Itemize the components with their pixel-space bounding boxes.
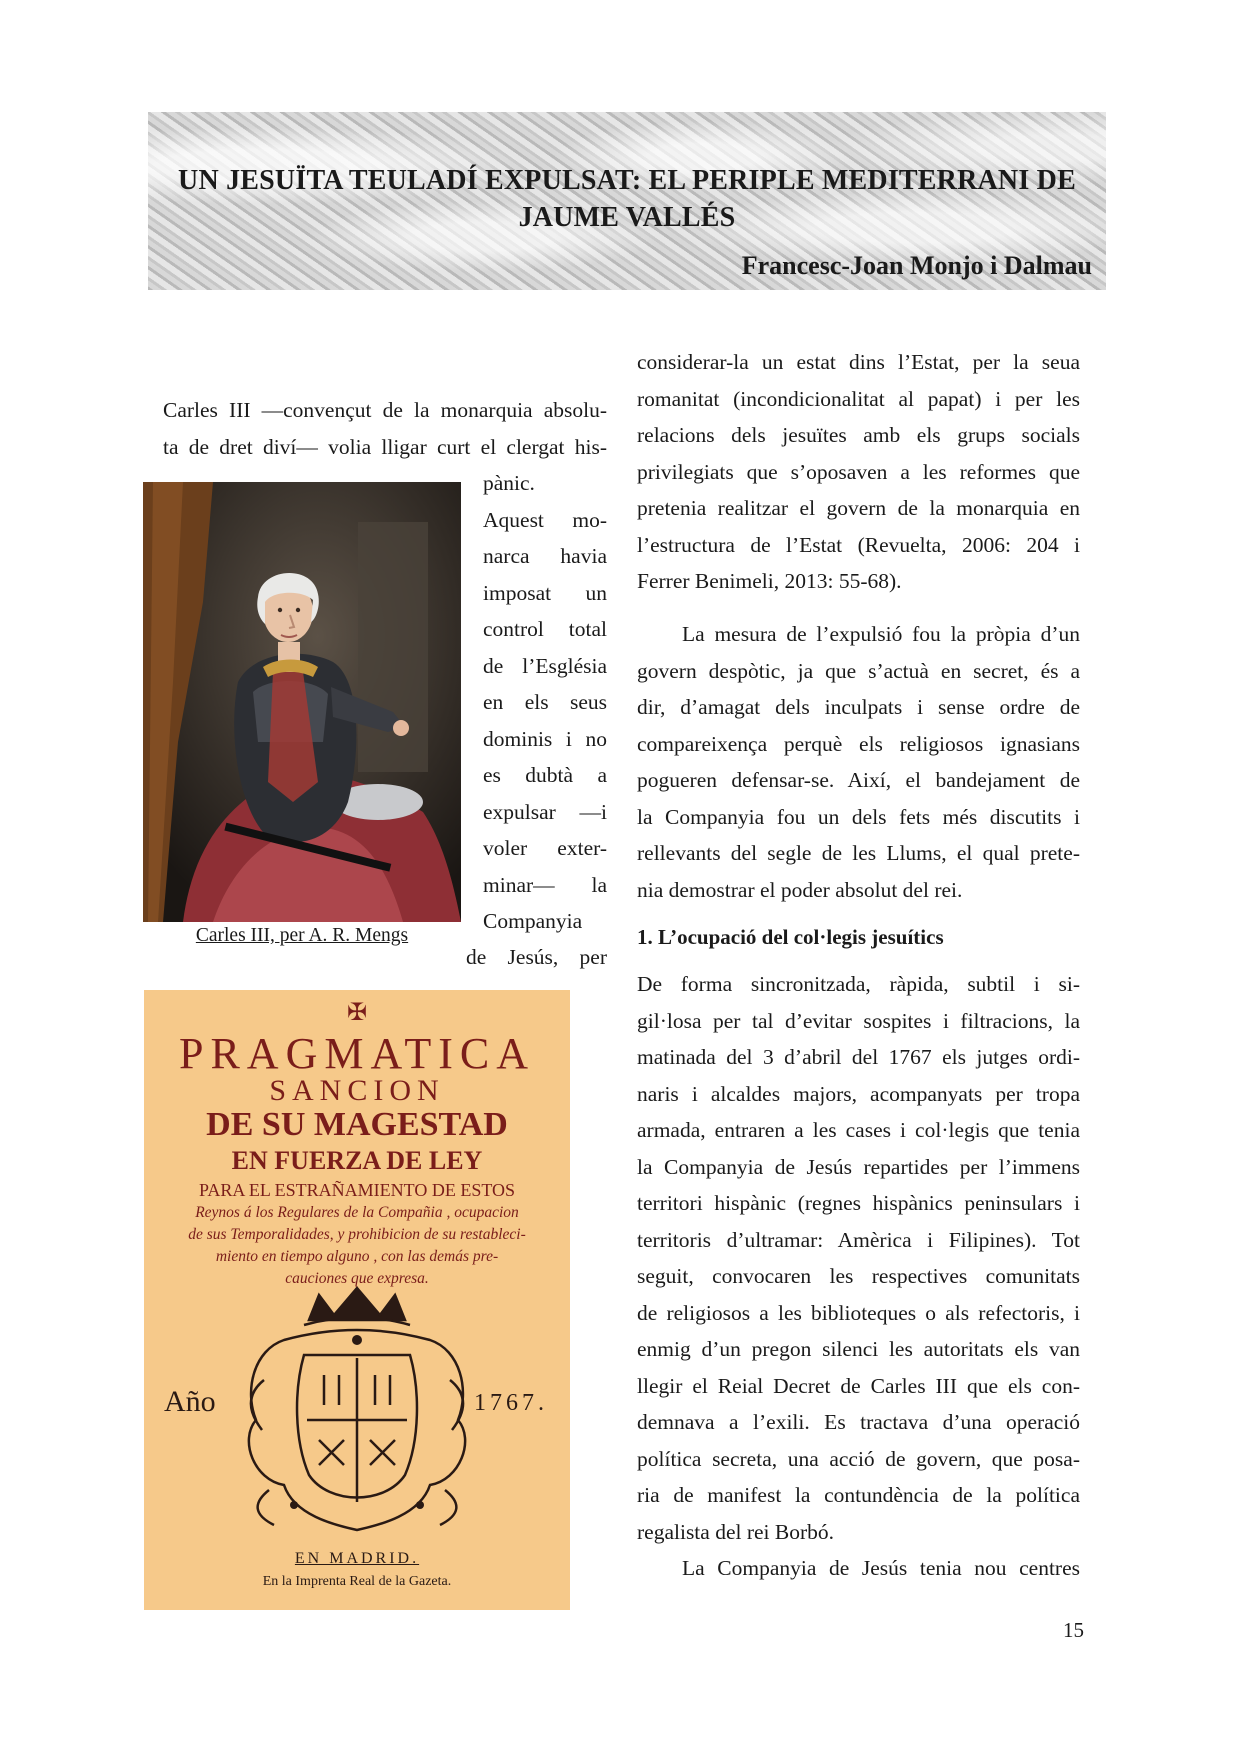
text-line: l’estructura de l’Estat (Revuelta, 2006: 204 i (637, 532, 1080, 557)
text-line: imposat un (483, 580, 607, 605)
text-line: ta de dret diví— volia lligar curt el clergat his- (163, 434, 607, 459)
title-banner (148, 112, 1106, 290)
text-line: Ferrer Benimeli, 2013: 55-68). (637, 569, 902, 593)
text-line: de Jesús, per (466, 945, 607, 969)
portrait-illustration (143, 482, 461, 922)
text-line: seguit, convocaren les respectives comunitats (637, 1264, 1080, 1288)
text-line: enmig d’un pregon silenci les autoritats els van (637, 1337, 1080, 1361)
text-line: de l’Església (483, 653, 607, 678)
text-line: minar— la (483, 872, 607, 897)
right-paragraph-2 (637, 616, 1080, 908)
text-line: control total (483, 617, 607, 641)
text-line: romanitat (incondicionalitat al papat) i per les (637, 386, 1080, 411)
text-line: compareixença perquè els religiosos ignasians (637, 731, 1080, 756)
page-number: 15 (1063, 1618, 1084, 1642)
left-wrap-text (483, 465, 607, 940)
text-line: Carles III —convençut de la monarquia absolu- (163, 398, 607, 422)
pragmatica-line: de sus Temporalidades, y prohibicion de su restableci- (188, 1226, 526, 1243)
pragmatica-sancion-image (144, 990, 570, 1610)
text-line: voler exter- (483, 836, 607, 860)
text-line: de religiosos a les biblioteques o als refectoris, i (637, 1300, 1080, 1325)
left-wrap-last (466, 939, 607, 976)
imprint-city: EN MADRID. (294, 1550, 420, 1567)
year-value: 1767. (474, 1390, 548, 1416)
text-line: Companyia (483, 909, 583, 933)
text-line: la Companyia fou un dels fets més discutits i (637, 804, 1080, 829)
text-line: política secreta, una acció de govern, que posa- (637, 1446, 1080, 1471)
text-line: gil·losa per tal d’evitar sospites i filtracions, la (637, 1008, 1080, 1033)
text-line: llegir el Reial Decret de Carles III que els con- (637, 1373, 1080, 1398)
pragmatica-line: cauciones que expresa. (285, 1270, 429, 1287)
text-line: regalista del rei Borbó. (637, 1519, 835, 1544)
text-line: territori hispànic (regnes hispànics peninsulars i (637, 1191, 1080, 1215)
right-paragraph-4 (637, 1550, 1080, 1587)
article-title (148, 162, 1106, 236)
text-line: Aquest mo- (483, 507, 607, 532)
imprint-press: En la Imprenta Real de la Gazeta. (262, 1574, 452, 1589)
year-label: Año (164, 1385, 216, 1418)
text-line: La mesura de l’expulsió fou la pròpia d’un (682, 622, 1080, 646)
text-line: dominis i no (483, 726, 607, 751)
text-line: armada, entraren a les cases i col·legis que tenia (637, 1118, 1080, 1142)
text-line: pogueren defensar-se. Així, el bandejament de (637, 768, 1080, 792)
text-line: pretenia realitzar el govern de la monarquia en (637, 496, 1080, 520)
text-line: territoris d’ultramar: Amèrica i Filipines). Tot (637, 1227, 1080, 1252)
pragmatica-line: EN FUERZA DE LEY (231, 1146, 483, 1175)
pragmatica-subtitle: SANCION (269, 1074, 445, 1107)
portrait-caption: Carles III, per A. R. Mengs (195, 925, 409, 946)
cross-ornament: ✠ (346, 1000, 368, 1026)
text-line: narca havia (483, 544, 607, 568)
text-line: en els seus (483, 690, 607, 714)
text-line: naris i alcaldes majors, acompanyats per tropa (637, 1081, 1080, 1106)
text-line: es dubtà a (483, 763, 607, 787)
pragmatica-line: DE SU MAGESTAD (206, 1106, 508, 1143)
left-intro (163, 392, 607, 465)
article-title-line-1: UN JESUÏTA TEULADÍ EXPULSAT: EL PERIPLE MEDITERRANI DE (178, 165, 1076, 196)
text-line: expulsar —i (483, 799, 607, 824)
text-line: nia demostrar el poder absolut del rei. (637, 877, 963, 902)
section-heading: 1. L’ocupació del col·legis jesuítics (637, 925, 944, 949)
pragmatica-line: PARA EL ESTRAÑAMIENTO DE ESTOS (198, 1180, 516, 1200)
right-paragraph-3 (637, 966, 1080, 1550)
text-line: rellevants del segle de les Llums, el qual prete- (637, 841, 1080, 865)
text-line: ria de manifest la contundència de la política (637, 1483, 1080, 1507)
text-line: considerar-la un estat dins l’Estat, per la seua (637, 350, 1080, 374)
text-line: demnava a l’exili. Es tractava d’una operació (637, 1410, 1080, 1434)
article-author: Francesc-Joan Monjo i Dalmau (741, 251, 1092, 280)
carles-iii-portrait (143, 482, 461, 922)
right-paragraph-1 (637, 344, 1080, 600)
text-line: la Companyia de Jesús repartides per l’immens (637, 1154, 1080, 1179)
pragmatica-line: miento en tiempo alguno , con las demás pre- (215, 1248, 499, 1265)
pragmatica-title: PRAGMATICA (178, 1029, 536, 1078)
column (358, 522, 428, 772)
text-line: De forma sincronitzada, ràpida, subtil i si- (637, 972, 1080, 996)
text-line: matinada del 3 d’abril del 1767 els jutges ordi- (637, 1045, 1080, 1069)
text-line: dir, d’amagat dels inculpats i sense ordre de (637, 695, 1080, 719)
text-line: relacions dels jesuïtes amb els grups socials (637, 423, 1080, 447)
article-title-line-2: JAUME VALLÉS (518, 202, 736, 233)
text-line: La Companyia de Jesús tenia nou centres (682, 1556, 1080, 1580)
text-line: privilegiats que s’oposaven a les reformes que (637, 459, 1080, 484)
text-line: govern despòtic, ja que s’actuà en secret, és a (637, 658, 1080, 683)
text-line: pànic. (483, 471, 535, 495)
pragmatica-line: Reynos á los Regulares de la Compañia , ocupacion (195, 1204, 519, 1221)
